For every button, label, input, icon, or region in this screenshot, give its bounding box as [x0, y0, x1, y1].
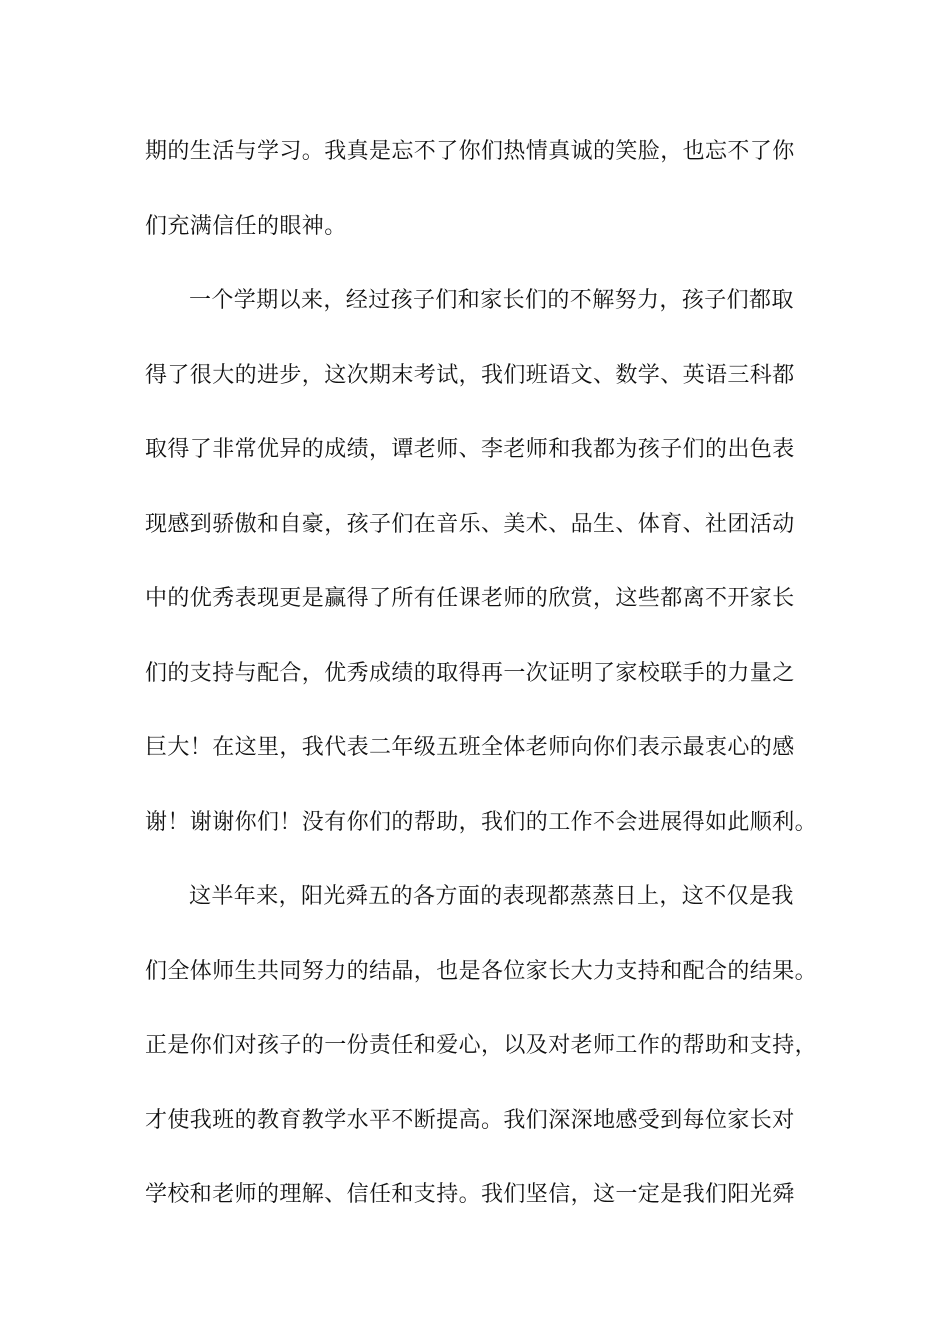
text-line: 取得了非常优异的成绩，谭老师、李老师和我都为孩子们的出色表	[145, 437, 795, 462]
text-line: 学校和老师的理解、信任和支持。我们坚信，这一定是我们阳光舜	[145, 1182, 795, 1207]
text-line: 现感到骄傲和自豪，孩子们在音乐、美术、品生、体育、社团活动	[145, 511, 795, 537]
text-line: 们充满信任的眼神。	[145, 213, 347, 239]
text-line: 得了很大的进步，这次期末考试，我们班语文、数学、英语三科都	[145, 362, 795, 388]
text-line: 正是你们对孩子的一份责任和爱心，以及对老师工作的帮助和支持，	[145, 1033, 818, 1058]
text-line: 巨大！在这里，我代表二年级五班全体老师向你们表示最衷心的感	[145, 735, 795, 760]
text-line: 谢！谢谢你们！没有你们的帮助，我们的工作不会进展得如此顺利。	[145, 809, 818, 835]
text-line: 们全体师生共同努力的结晶，也是各位家长大力支持和配合的结果。	[145, 958, 818, 984]
paragraph-start-line: 这半年来，阳光舜五的各方面的表现都蒸蒸日上，这不仅是我	[189, 884, 794, 909]
text-line: 中的优秀表现更是赢得了所有任课老师的欣赏，这些都离不开家长	[145, 586, 795, 611]
text-line: 才使我班的教育教学水平不断提高。我们深深地感受到每位家长对	[145, 1107, 795, 1133]
body-text	[145, 130, 825, 1248]
paragraph-start-line: 一个学期以来，经过孩子们和家长们的不解努力，孩子们都取	[189, 288, 794, 313]
text-line: 们的支持与配合，优秀成绩的取得再一次证明了家校联手的力量之	[145, 660, 795, 686]
text-line: 期的生活与学习。我真是忘不了你们热情真诚的笑脸，也忘不了你	[145, 139, 795, 164]
